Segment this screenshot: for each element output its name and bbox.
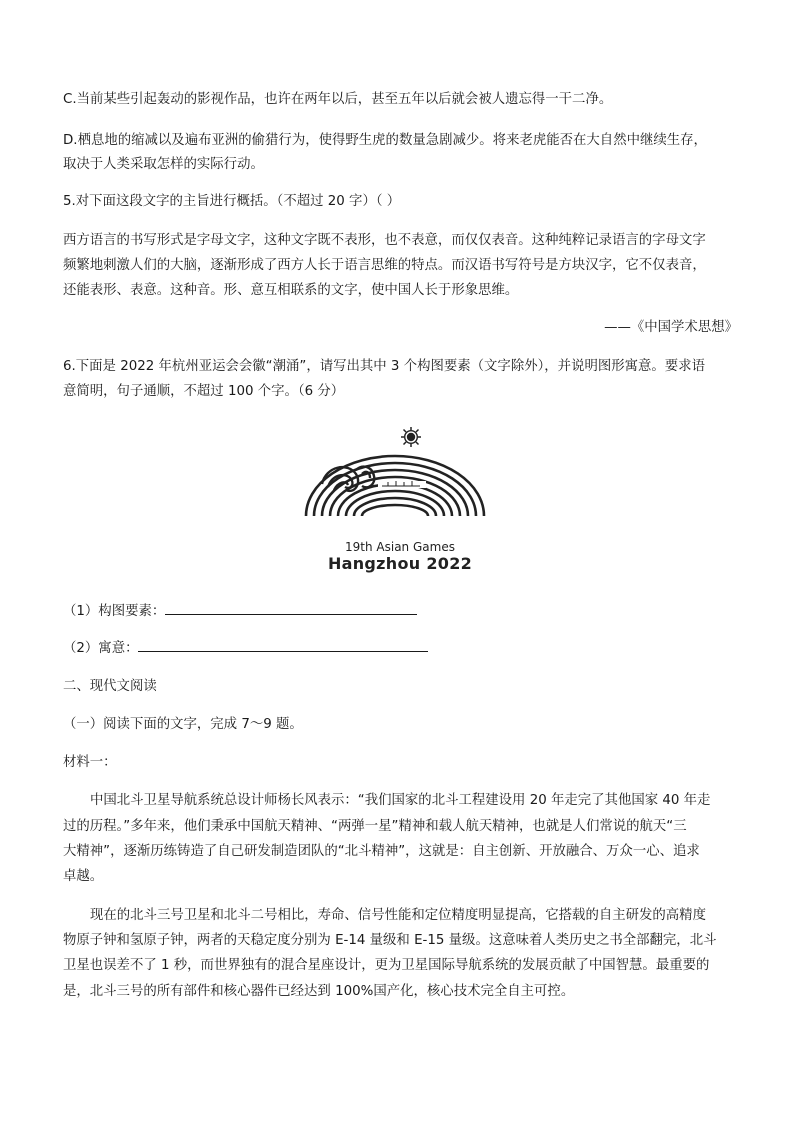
tide-crest [322, 467, 374, 491]
question-5-prompt: 5.对下面这段文字的主旨进行概括。（不超过 20 字）（ ） [63, 194, 401, 209]
blank-2-label: （2）寓意： [63, 641, 139, 656]
material1-line: 大精神”，逐渐历练铸造了自己研发制造团队的“北斗精神”，这就是：自主创新、开放融合、万众一心、追求 [63, 844, 700, 859]
emblem-subtitle: Hangzhou 2022 [327, 554, 473, 573]
question-6-prompt-line2: 意简明，句子通顺，不超过 100 个字。（6 分） [63, 384, 345, 399]
material1-line: 是，北斗三号的所有部件和核心器件已经达到 100%国产化，核心技术完全自主可控。 [63, 984, 575, 999]
material1-line: 卫星也误差不了 1 秒，而世界独有的混合星座设计，更为卫星国际导航系统的发展贡献了中国智慧。最重要的 [63, 958, 710, 973]
reading-instruction: （一）阅读下面的文字，完成 7～9 题。 [63, 717, 303, 732]
material1-line: 中国北斗卫星导航系统总设计师杨长风表示：“我们国家的北斗工程建设用 20 年走完了其他国家 40 年走 [90, 793, 711, 808]
emblem-title: 19th Asian Games [345, 540, 455, 554]
option-d-line1: D.栖息地的缩减以及遍布亚洲的偷猎行为，使得野生虎的数量急剧减少。将来老虎能否在大自然中继续生存， [63, 133, 707, 148]
answer-line-2 [138, 637, 428, 652]
material1-line: 现在的北斗三号卫星和北斗二号相比，寿命、信号性能和定位精度明显提高，它搭载的自主研发的高精度 [90, 908, 706, 923]
blank-meaning [63, 637, 743, 659]
section-heading: 二、现代文阅读 [63, 679, 157, 694]
emblem-graphic [300, 424, 490, 542]
question-6-prompt-line1: 6.下面是 2022 年杭州亚运会会徽“潮涌”，请写出其中 3 个构图要素（文字除外），并说明图形寓意。要求语 [63, 359, 705, 374]
answer-line-1 [165, 600, 417, 615]
q5-passage-line: 西方语言的书写形式是字母文字，这种文字既不表形，也不表意，而仅仅表音。这种纯粹记录语言的字母文字 [63, 233, 706, 248]
option-d-line2: 取决于人类采取怎样的实际行动。 [63, 157, 264, 172]
q5-source: ——《中国学术思想》 [604, 320, 738, 335]
sun-icon [401, 427, 421, 447]
asian-games-emblem [300, 424, 490, 584]
option-c: C.当前某些引起轰动的影视作品，也许在两年以后，甚至五年以后就会被人遗忘得一干二净。 [63, 92, 613, 107]
q5-passage-line: 还能表形、表意。这种音。形、意互相联系的文字，使中国人长于形象思维。 [63, 283, 519, 298]
blank-1-label: （1）构图要素： [63, 604, 166, 619]
material1-line: 物原子钟和氢原子钟，两者的天稳定度分别为 E-14 量级和 E-15 量级。这意味着人类历史之书全部翻完，北斗 [63, 933, 717, 948]
material1-line: 过的历程。”多年来，他们秉承中国航天精神、“两弹一星”精神和载人航天精神，也就是人们常说的航天“三 [63, 819, 687, 834]
q5-passage-line: 频繁地刺激人们的大脑，逐渐形成了西方人长于语言思维的特点。而汉语书写符号是方块汉字，它不仅表音， [63, 258, 706, 273]
material1-line: 卓越。 [63, 869, 104, 884]
material-label: 材料一： [63, 755, 117, 770]
blank-composition-elements [63, 600, 743, 622]
